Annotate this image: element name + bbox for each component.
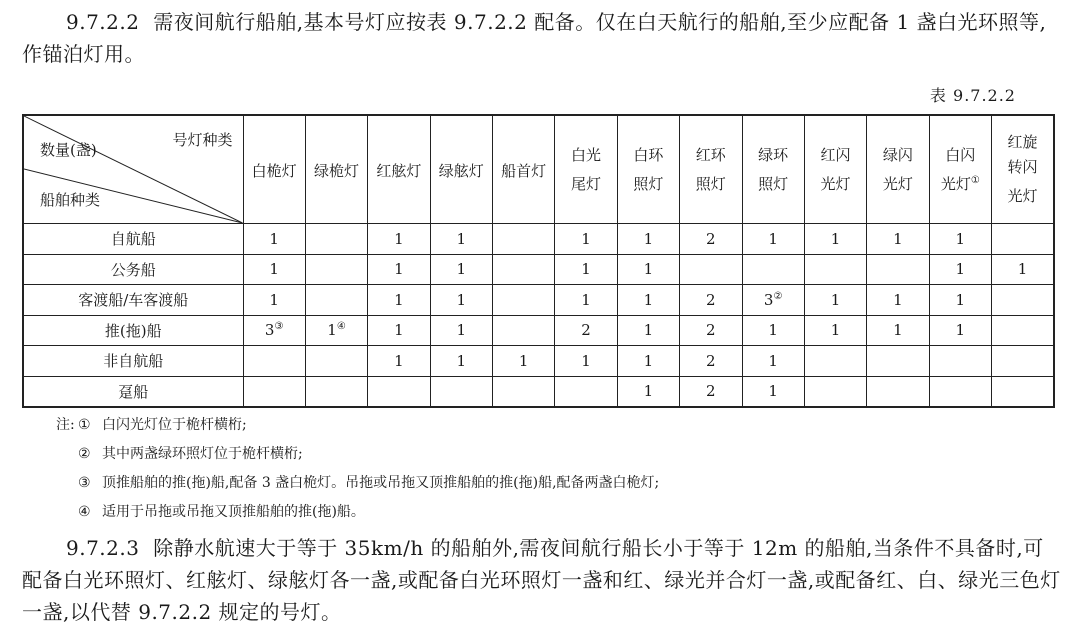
quantity-value: 1 [394, 290, 404, 309]
quantity-value: 1 [768, 321, 778, 340]
note-row [56, 498, 659, 527]
table-row [23, 315, 1054, 346]
corner-light-type-label: 号灯种类 [172, 131, 233, 149]
quantity-cell [555, 254, 617, 285]
quantity-value: 1 [581, 260, 591, 279]
quantity-value: 3 [763, 290, 774, 309]
quantity-cell [804, 224, 866, 255]
note-row [56, 411, 659, 440]
quantity-cell [867, 376, 929, 407]
quantity-cell [430, 285, 492, 316]
clause-number: 9.7.2.3 [66, 536, 140, 560]
quantity-value: 1 [1017, 260, 1028, 279]
quantity-value: 1 [643, 351, 654, 370]
quantity-value: 1 [643, 321, 654, 340]
quantity-note-mark: ④ [336, 321, 346, 333]
quantity-cell [493, 376, 555, 407]
clause-text: 除静水航速大于等于 35km/h 的船舶外,需夜间航行船长小于等于 12m 的船舶,当条件不具备时,可配备白光环照灯、红舷灯、绿舷灯各一盏,或配备白光环照灯一盏和红、绿光并合灯一盏,或配备红、白、绿光三色灯一盏,以代替 9.7.2.2 规定的号灯。 [22, 536, 1061, 624]
quantity-value: 1 [955, 260, 966, 279]
column-header [680, 115, 742, 224]
quantity-value: 2 [706, 382, 716, 401]
note-text: 白闪光灯位于桅杆横桁; [102, 417, 247, 433]
quantity-value: 1 [518, 351, 529, 370]
quantity-value: 1 [394, 229, 404, 248]
quantity-value: 1 [456, 229, 467, 248]
notes-lead: 注: [56, 417, 75, 433]
column-header [992, 115, 1055, 224]
quantity-cell [243, 285, 305, 316]
quantity-value: 1 [955, 290, 966, 309]
quantity-cell [680, 254, 742, 285]
quantity-value: 2 [706, 321, 716, 340]
quantity-cell [243, 254, 305, 285]
quantity-cell [680, 285, 742, 316]
table-row [23, 346, 1054, 377]
quantity-value: 1 [893, 290, 903, 309]
quantity-cell [929, 285, 991, 316]
quantity-value: 1 [768, 351, 778, 370]
column-header [493, 115, 555, 224]
quantity-value: 1 [394, 351, 404, 370]
quantity-value: 2 [706, 290, 716, 309]
quantity-note-mark: ② [773, 290, 783, 302]
quantity-note-mark: ③ [274, 321, 284, 333]
quantity-cell [430, 376, 492, 407]
column-header-label: 白环 照灯 [633, 145, 664, 193]
table-body [23, 224, 1054, 408]
column-header-label: 红舷灯 [376, 162, 422, 180]
quantity-cell [680, 376, 742, 407]
ship-type-cell: 趸船 [23, 376, 243, 407]
quantity-cell [617, 254, 679, 285]
quantity-value: 1 [456, 260, 467, 279]
quantity-value: 1 [456, 321, 467, 340]
column-header-label: 红环 照灯 [695, 145, 726, 193]
quantity-value: 1 [643, 290, 654, 309]
note-text: 适用于吊拖或吊拖又顶推船舶的推(拖)船。 [102, 504, 365, 520]
quantity-value: 1 [955, 229, 966, 248]
quantity-cell [867, 224, 929, 255]
corner-quantity-label: 数量(盏) [40, 141, 97, 159]
note-mark: ② [78, 446, 91, 462]
quantity-value: 1 [456, 351, 467, 370]
table-row [23, 254, 1054, 285]
quantity-value: 1 [643, 382, 654, 401]
quantity-cell [742, 224, 804, 255]
table-row [23, 376, 1054, 407]
column-header-label: 绿闪 光灯 [882, 145, 913, 193]
quantity-cell [929, 224, 991, 255]
quantity-cell [929, 376, 991, 407]
ship-type-cell: 客渡船/车客渡船 [23, 285, 243, 316]
quantity-cell [742, 346, 804, 377]
column-header [867, 115, 929, 224]
quantity-cell [555, 315, 617, 346]
quantity-cell [992, 315, 1055, 346]
quantity-value: 2 [706, 229, 716, 248]
quantity-value: 1 [643, 229, 654, 248]
paragraph-9-7-2-2 [22, 6, 1062, 70]
quantity-cell [368, 285, 430, 316]
note-text: 其中两盏绿环照灯位于桅杆横桁; [102, 446, 303, 462]
quantity-cell [992, 346, 1055, 377]
quantity-value: 1 [581, 290, 591, 309]
quantity-cell [243, 346, 305, 377]
note-row [56, 469, 659, 498]
quantity-value: 1 [830, 229, 841, 248]
quantity-value: 1 [893, 229, 903, 248]
quantity-cell [305, 376, 367, 407]
ship-type-cell: 非自航船 [23, 346, 243, 377]
column-header-label: 船首灯 [501, 162, 547, 180]
quantity-value: 1 [581, 351, 591, 370]
quantity-cell [804, 254, 866, 285]
quantity-cell [368, 224, 430, 255]
corner-ship-type-label: 船舶种类 [40, 191, 101, 209]
quantity-cell [430, 224, 492, 255]
quantity-cell [305, 224, 367, 255]
quantity-cell [243, 224, 305, 255]
quantity-cell [430, 254, 492, 285]
column-header-label: 白桅灯 [251, 162, 297, 180]
quantity-cell [742, 285, 804, 316]
column-header-label: 绿桅灯 [314, 162, 360, 180]
ship-type-cell: 公务船 [23, 254, 243, 285]
column-header [929, 115, 991, 224]
quantity-cell [929, 254, 991, 285]
quantity-value: 2 [706, 351, 716, 370]
quantity-value: 3 [264, 321, 275, 340]
quantity-value: 1 [394, 321, 404, 340]
table-corner-header [23, 115, 243, 224]
quantity-cell [617, 224, 679, 255]
quantity-cell [804, 346, 866, 377]
quantity-value: 1 [269, 229, 279, 248]
quantity-cell [992, 285, 1055, 316]
quantity-cell [804, 315, 866, 346]
quantity-cell [305, 315, 367, 346]
table-row [23, 224, 1054, 255]
clause-text: 需夜间航行船舶,基本号灯应按表 9.7.2.2 配备。仅在白天航行的船舶,至少应配备 1 盏白光环照等,作锚泊灯用。 [22, 10, 1047, 66]
signal-lights-table [22, 114, 1055, 408]
quantity-cell [680, 346, 742, 377]
quantity-cell [929, 315, 991, 346]
note-mark: ③ [78, 475, 91, 491]
quantity-value: 1 [893, 321, 903, 340]
quantity-value: 1 [327, 321, 337, 340]
quantity-cell [992, 254, 1055, 285]
quantity-cell [368, 254, 430, 285]
quantity-cell [742, 254, 804, 285]
column-header-label: 红旋 转闪 光灯 [1007, 133, 1038, 205]
column-header [742, 115, 804, 224]
quantity-cell [368, 346, 430, 377]
quantity-cell [305, 254, 367, 285]
quantity-cell [617, 315, 679, 346]
quantity-cell [555, 346, 617, 377]
quantity-value: 1 [269, 290, 279, 309]
note-mark: ④ [78, 504, 91, 520]
column-header-label: 绿环 照灯 [758, 145, 789, 193]
quantity-value: 1 [955, 321, 966, 340]
quantity-cell [493, 285, 555, 316]
quantity-cell [430, 346, 492, 377]
quantity-value: 1 [768, 229, 778, 248]
table-caption: 表 9.7.2.2 [929, 86, 1016, 105]
table-header-row [23, 115, 1054, 224]
quantity-cell [617, 376, 679, 407]
quantity-cell [493, 224, 555, 255]
quantity-cell [867, 346, 929, 377]
quantity-value: 1 [830, 290, 841, 309]
column-header-label: 红闪 光灯 [820, 145, 851, 193]
quantity-cell [555, 376, 617, 407]
note-mark: ① [78, 417, 91, 433]
column-header-label: 白闪 光灯 [940, 145, 976, 193]
quantity-cell [493, 315, 555, 346]
column-header-note-mark: ① [970, 174, 980, 186]
quantity-cell [305, 346, 367, 377]
note-text: 顶推船舶的推(拖)船,配备 3 盏白桅灯。吊拖或吊拖又顶推船舶的推(拖)船,配备两盏白桅灯; [102, 475, 660, 491]
quantity-value: 2 [581, 321, 591, 340]
quantity-value: 1 [581, 229, 591, 248]
column-header-label: 绿舷灯 [438, 162, 484, 180]
quantity-cell [867, 285, 929, 316]
quantity-cell [243, 315, 305, 346]
quantity-value: 1 [643, 260, 654, 279]
quantity-cell [368, 315, 430, 346]
quantity-cell [867, 315, 929, 346]
quantity-value: 1 [768, 382, 778, 401]
column-header [804, 115, 866, 224]
paragraph-9-7-2-3 [22, 532, 1062, 628]
quantity-cell [555, 285, 617, 316]
quantity-cell [680, 315, 742, 346]
table-notes [56, 411, 659, 527]
quantity-value: 1 [394, 260, 404, 279]
quantity-cell [992, 224, 1055, 255]
quantity-cell [305, 285, 367, 316]
quantity-value: 1 [269, 260, 279, 279]
quantity-cell [742, 376, 804, 407]
quantity-cell [555, 224, 617, 255]
note-row [56, 440, 659, 469]
quantity-cell [804, 376, 866, 407]
column-header [368, 115, 430, 224]
quantity-cell [493, 346, 555, 377]
clause-number: 9.7.2.2 [66, 10, 140, 34]
quantity-cell [617, 346, 679, 377]
column-header-label: 白光 尾灯 [571, 145, 602, 193]
quantity-cell [804, 285, 866, 316]
quantity-cell [867, 254, 929, 285]
column-header [555, 115, 617, 224]
column-header [430, 115, 492, 224]
quantity-cell [992, 376, 1055, 407]
column-header [617, 115, 679, 224]
quantity-cell [243, 376, 305, 407]
ship-type-cell: 推(拖)船 [23, 315, 243, 346]
quantity-cell [680, 224, 742, 255]
quantity-cell [617, 285, 679, 316]
quantity-cell [368, 376, 430, 407]
quantity-cell [929, 346, 991, 377]
column-header [243, 115, 305, 224]
quantity-cell [742, 315, 804, 346]
quantity-value: 1 [456, 290, 467, 309]
ship-type-cell: 自航船 [23, 224, 243, 255]
quantity-cell [493, 254, 555, 285]
table-row [23, 285, 1054, 316]
column-header [305, 115, 367, 224]
quantity-cell [430, 315, 492, 346]
quantity-value: 1 [830, 321, 841, 340]
